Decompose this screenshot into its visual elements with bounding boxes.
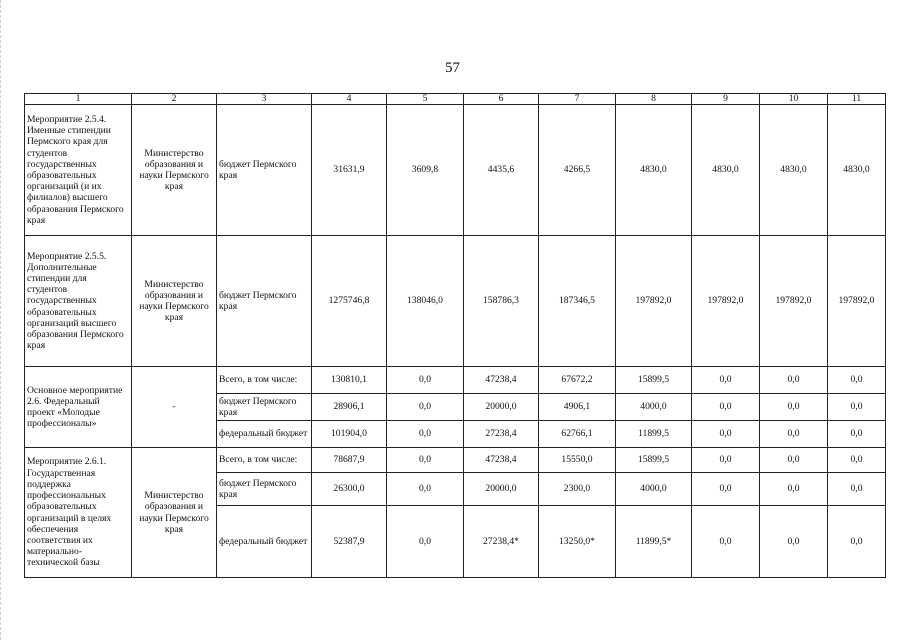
table-row xyxy=(25,367,886,394)
margin-rule xyxy=(0,0,2,640)
column-number: 7 xyxy=(539,94,616,105)
value-cell: 197892,0 xyxy=(692,236,760,367)
value-cell: 0,0 xyxy=(760,421,828,448)
value-cell: 197892,0 xyxy=(616,236,692,367)
column-number: 8 xyxy=(616,94,692,105)
column-number: 4 xyxy=(312,94,387,105)
value-cell: 4906,1 xyxy=(539,394,616,421)
column-number-row xyxy=(25,94,886,105)
measure-name: Мероприятие 2.6.1. Государственная поддержка профессиональных образовательных организаций в целях обеспечения соответствия их материально-технической базы xyxy=(25,448,132,578)
value-cell: 4830,0 xyxy=(760,105,828,236)
value-cell: 0,0 xyxy=(828,394,886,421)
value-cell: 20000,0 xyxy=(464,394,539,421)
value-cell: 26300,0 xyxy=(312,473,387,506)
value-cell: 20000,0 xyxy=(464,473,539,506)
value-cell: 197892,0 xyxy=(760,236,828,367)
value-cell: 0,0 xyxy=(828,506,886,578)
value-cell: 138046,0 xyxy=(387,236,464,367)
measure-name: Мероприятие 2.5.4. Именные стипендии Пермского края для студентов государственных образовательных организаций (и их филиалов) высшего образования Пермского края xyxy=(25,105,132,236)
value-cell: 3609,8 xyxy=(387,105,464,236)
funding-source: бюджет Пермского края xyxy=(217,105,312,236)
value-cell: 0,0 xyxy=(692,473,760,506)
value-cell: 0,0 xyxy=(828,448,886,473)
funding-source: бюджет Пермского края xyxy=(217,236,312,367)
value-cell: 0,0 xyxy=(828,421,886,448)
value-cell: 0,0 xyxy=(387,473,464,506)
column-number: 3 xyxy=(217,94,312,105)
funding-source: федеральный бюджет xyxy=(217,506,312,578)
value-cell: 15899,5 xyxy=(616,448,692,473)
value-cell: 0,0 xyxy=(387,367,464,394)
value-cell: 2300,0 xyxy=(539,473,616,506)
value-cell: 158786,3 xyxy=(464,236,539,367)
column-number: 5 xyxy=(387,94,464,105)
value-cell: 0,0 xyxy=(760,506,828,578)
value-cell: 0,0 xyxy=(692,367,760,394)
value-cell: 13250,0* xyxy=(539,506,616,578)
funding-source: федеральный бюджет xyxy=(217,421,312,448)
value-cell: 4830,0 xyxy=(828,105,886,236)
value-cell: 0,0 xyxy=(387,394,464,421)
column-number: 10 xyxy=(760,94,828,105)
value-cell: 15550,0 xyxy=(539,448,616,473)
budget-table xyxy=(24,93,886,578)
value-cell: 31631,9 xyxy=(312,105,387,236)
value-cell: 0,0 xyxy=(760,394,828,421)
value-cell: 52387,9 xyxy=(312,506,387,578)
column-number: 9 xyxy=(692,94,760,105)
executor: Министерство образования и науки Пермского края xyxy=(132,105,217,236)
value-cell: 130810,1 xyxy=(312,367,387,394)
value-cell: 4435,6 xyxy=(464,105,539,236)
funding-source: бюджет Пермского края xyxy=(217,473,312,506)
column-number: 2 xyxy=(132,94,217,105)
measure-name: Мероприятие 2.5.5. Дополнительные стипендии для студентов государственных образовательных организаций высшего образования Пермского края xyxy=(25,236,132,367)
executor: Министерство образования и науки Пермского края xyxy=(132,448,217,578)
column-number: 11 xyxy=(828,94,886,105)
value-cell: 4830,0 xyxy=(692,105,760,236)
value-cell: 0,0 xyxy=(387,506,464,578)
value-cell: 4000,0 xyxy=(616,473,692,506)
value-cell: 27238,4* xyxy=(464,506,539,578)
table-row xyxy=(25,105,886,236)
value-cell: 187346,5 xyxy=(539,236,616,367)
value-cell: 0,0 xyxy=(760,448,828,473)
value-cell: 11899,5 xyxy=(616,421,692,448)
executor: - xyxy=(132,367,217,448)
column-number: 1 xyxy=(25,94,132,105)
value-cell: 1275746,8 xyxy=(312,236,387,367)
funding-source: бюджет Пермского края xyxy=(217,394,312,421)
value-cell: 11899,5* xyxy=(616,506,692,578)
value-cell: 28906,1 xyxy=(312,394,387,421)
value-cell: 101904,0 xyxy=(312,421,387,448)
value-cell: 0,0 xyxy=(387,421,464,448)
column-number: 6 xyxy=(464,94,539,105)
value-cell: 0,0 xyxy=(760,367,828,394)
value-cell: 47238,4 xyxy=(464,448,539,473)
funding-source: Всего, в том числе: xyxy=(217,367,312,394)
value-cell: 0,0 xyxy=(760,473,828,506)
funding-source: Всего, в том числе: xyxy=(217,448,312,473)
value-cell: 0,0 xyxy=(692,506,760,578)
value-cell: 197892,0 xyxy=(828,236,886,367)
value-cell: 0,0 xyxy=(387,448,464,473)
value-cell: 62766,1 xyxy=(539,421,616,448)
value-cell: 67672,2 xyxy=(539,367,616,394)
value-cell: 0,0 xyxy=(828,473,886,506)
value-cell: 0,0 xyxy=(828,367,886,394)
value-cell: 4000,0 xyxy=(616,394,692,421)
value-cell: 27238,4 xyxy=(464,421,539,448)
value-cell: 15899,5 xyxy=(616,367,692,394)
value-cell: 0,0 xyxy=(692,448,760,473)
value-cell: 4266,5 xyxy=(539,105,616,236)
value-cell: 0,0 xyxy=(692,394,760,421)
table-row xyxy=(25,236,886,367)
page-number: 57 xyxy=(445,60,460,76)
value-cell: 47238,4 xyxy=(464,367,539,394)
executor: Министерство образования и науки Пермского края xyxy=(132,236,217,367)
table-row xyxy=(25,448,886,473)
value-cell: 78687,9 xyxy=(312,448,387,473)
value-cell: 4830,0 xyxy=(616,105,692,236)
value-cell: 0,0 xyxy=(692,421,760,448)
measure-name: Основное мероприятие 2.6. Федеральный проект «Молодые профессионалы» xyxy=(25,367,132,448)
